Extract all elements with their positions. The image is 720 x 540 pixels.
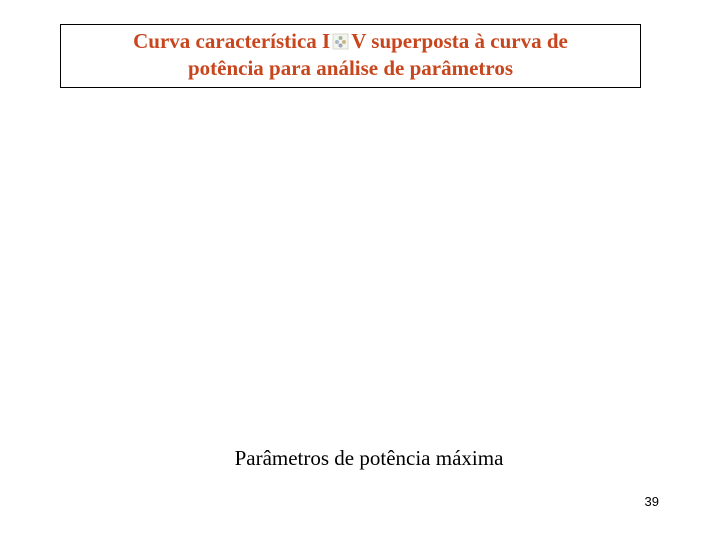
title-text-after-icon: V superposta à curva de — [351, 29, 568, 53]
slide-title-box — [60, 24, 641, 88]
title-text-before-icon: Curva característica I — [133, 29, 331, 53]
slide-title-line-1 — [133, 28, 568, 55]
slide-title — [133, 28, 568, 82]
slide-title-line-2: potência para análise de parâmetros — [187, 56, 514, 80]
missing-symbol-icon — [332, 32, 349, 51]
slide-caption: Parâmetros de potência máxima — [234, 446, 504, 470]
page-number: 39 — [644, 494, 659, 509]
